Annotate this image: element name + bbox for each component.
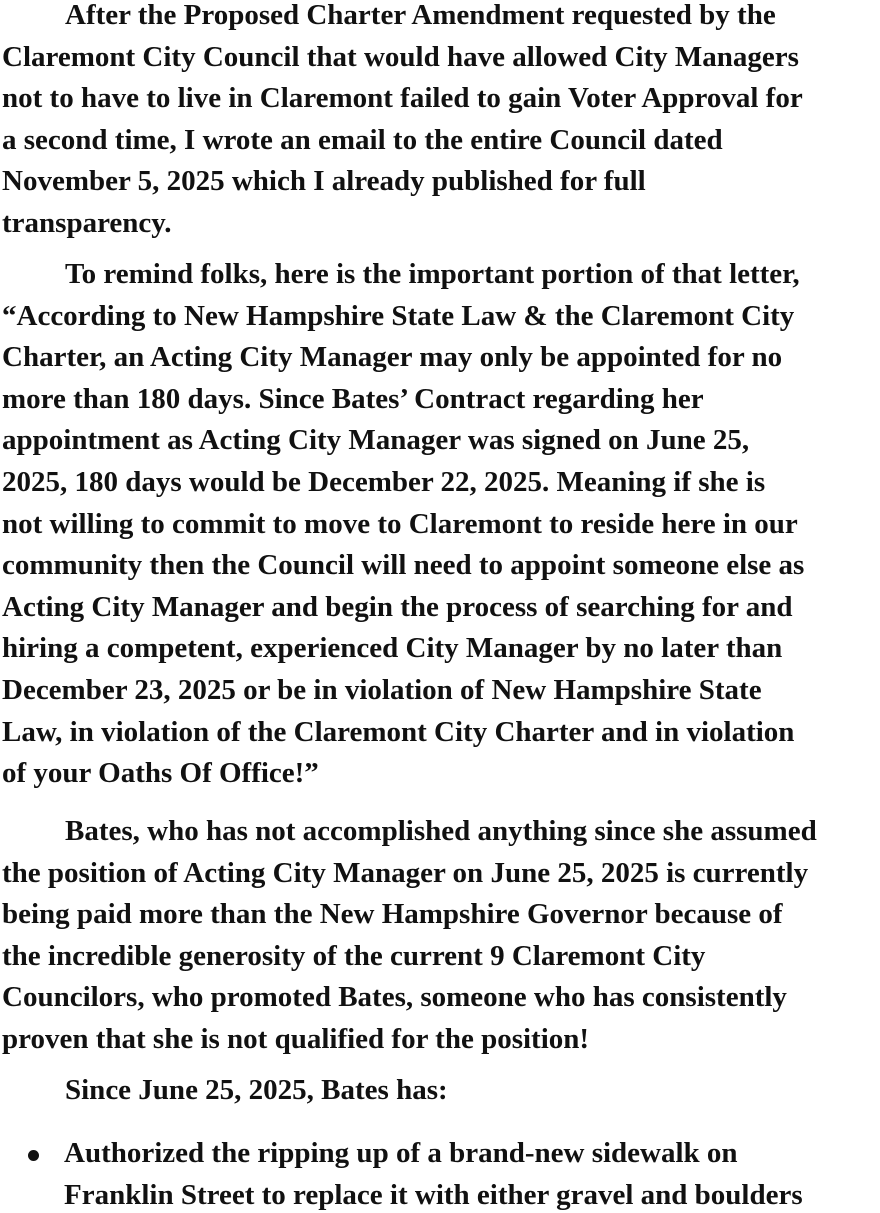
text-line: community then the Council will need to appoint someone else as — [2, 549, 805, 582]
text-line: Claremont City Council that would have allowed City Managers — [2, 40, 799, 73]
text-line: 2025, 180 days would be December 22, 2025. Meaning if she is — [2, 465, 766, 498]
text-line: To remind folks, here is the important portion of that letter, — [65, 258, 800, 290]
text-line: “According to New Hampshire State Law & the Claremont City — [2, 299, 795, 332]
text-line: Since June 25, 2025, Bates has: — [65, 1074, 448, 1106]
bullet-text — [64, 1133, 803, 1213]
paragraph-bates-pay — [2, 811, 880, 1061]
paragraph-letter-quote — [2, 254, 880, 795]
text-line: appointment as Acting City Manager was signed on June 25, — [2, 424, 750, 457]
text-line: not to have to live in Claremont failed to gain Voter Approval for — [2, 82, 803, 115]
text-line: Law, in violation of the Claremont City Charter and in violation — [2, 715, 795, 748]
text-line: Franklin Street to replace it with either gravel and boulders — [64, 1178, 803, 1211]
text-line: of your Oaths Of Office!” — [2, 757, 319, 790]
text-line: transparency. — [2, 206, 172, 239]
text-line: November 5, 2025 which I already published for full — [2, 165, 646, 198]
text-line: hiring a competent, experienced City Manager by no later than — [2, 632, 783, 665]
paragraph-charter-amendment — [2, 0, 880, 245]
text-line: After the Proposed Charter Amendment requested by the — [65, 0, 776, 31]
bullet-icon — [28, 1150, 39, 1161]
text-line: Councilors, who promoted Bates, someone who has consistently — [2, 981, 787, 1014]
text-line: the incredible generosity of the current 9 Claremont City — [2, 939, 706, 972]
text-line: a second time, I wrote an email to the entire Council dated — [2, 123, 723, 156]
text-line: Authorized the ripping up of a brand-new sidewalk on — [64, 1137, 738, 1169]
text-line: December 23, 2025 or be in violation of New Hampshire State — [2, 673, 762, 706]
text-line: not willing to commit to move to Claremont to reside here in our — [2, 507, 798, 540]
text-line: Bates, who has not accomplished anything since she assumed — [65, 815, 817, 847]
text-line: more than 180 days. Since Bates’ Contract regarding her — [2, 382, 704, 415]
text-line: proven that she is not qualified for the position! — [2, 1022, 590, 1055]
paragraph-since-june — [2, 1070, 880, 1112]
text-line: being paid more than the New Hampshire Governor because of — [2, 898, 783, 931]
text-line: Acting City Manager and begin the process of searching for and — [2, 590, 793, 623]
text-line: Charter, an Acting City Manager may only be appointed for no — [2, 341, 783, 374]
text-line: the position of Acting City Manager on June 25, 2025 is currently — [2, 856, 809, 889]
